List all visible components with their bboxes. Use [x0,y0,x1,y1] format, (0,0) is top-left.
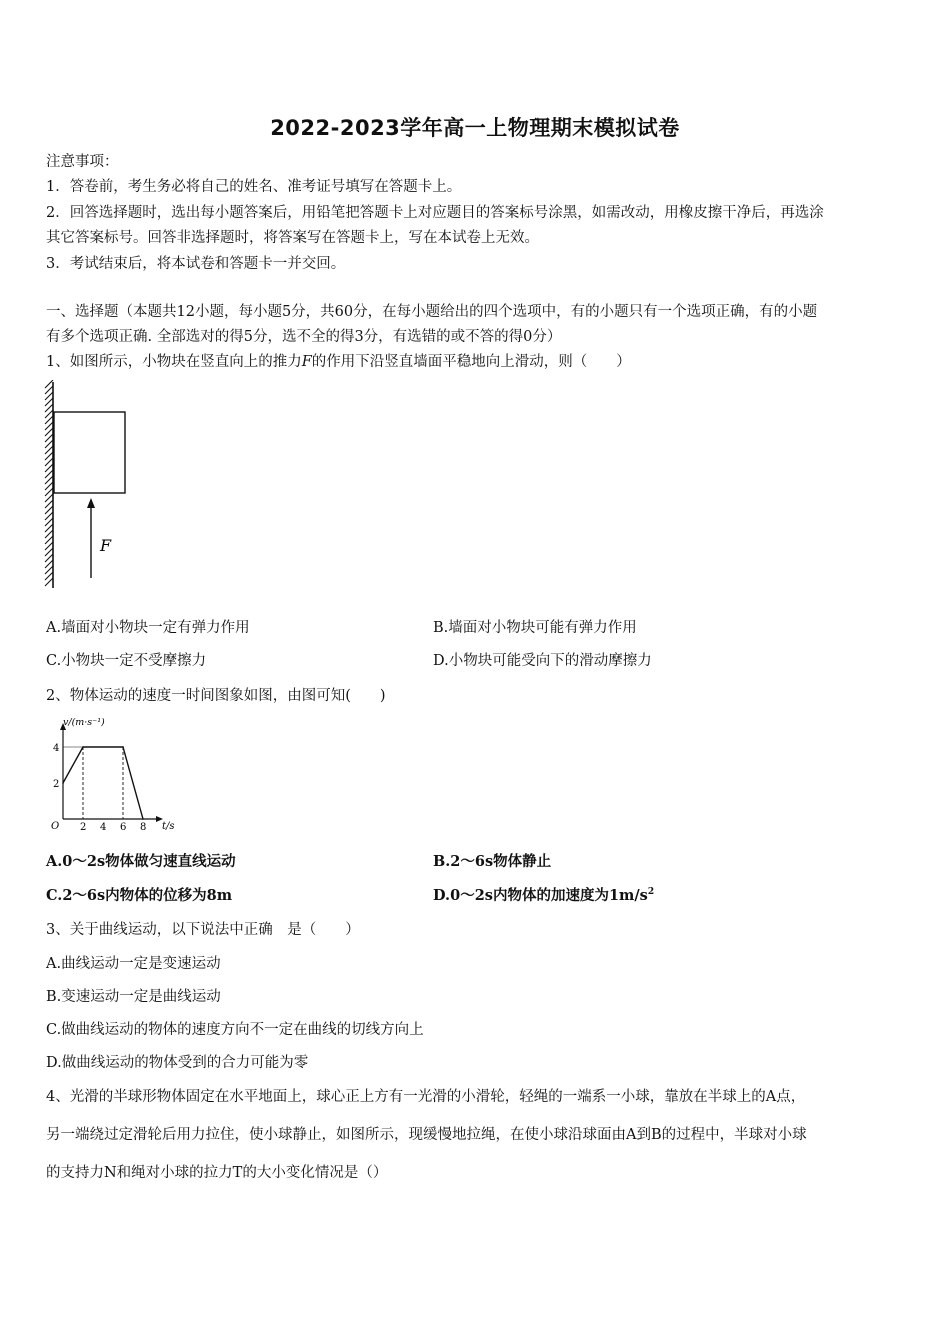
wall-block-figure [40,380,140,592]
question-4-stem: 另一端绕过定滑轮后用力拉住，使小球静止，如图所示，现缓慢地拉绳，在使小球沿球面由A到B的过程中，半球对小球 [46,1127,807,1143]
question-4-stem: 的支持力N和绳对小球的拉力T的大小变化情况是（） [46,1165,388,1181]
velocity-line [63,747,143,819]
page-title: 2022-2023学年高一上物理期末模拟试卷 [270,116,680,140]
x-tick-label: 8 [140,822,147,833]
option-3d[interactable]: D.做曲线运动的物体受到的合力可能为零 [46,1055,309,1071]
option-2d-text: D.0～2s内物体的加速度为1m/s [433,887,648,904]
block [54,412,125,493]
option-1c[interactable]: C.小物块一定不受摩擦力 [46,653,207,669]
x-tick-label: 2 [80,822,87,833]
y-tick-label: 2 [53,779,60,790]
superscript: 2 [647,887,655,898]
notice-item: 1．答卷前，考生务必将自己的姓名、准考证号填写在答题卡上。 [46,179,462,195]
data-point [82,746,84,748]
origin-label: O [51,821,60,832]
y-axis-label: v/(m·s⁻¹) [63,717,105,728]
notice-item: 其它答案标号。回答非选择题时，将答案写在答题卡上，写在本试卷上无效。 [46,230,539,246]
section-intro: 有多个选项正确. 全部选对的得5分，选不全的得3分，有选错的或不答的得0分） [46,329,562,345]
option-1a[interactable]: A.墙面对小物块一定有弹力作用 [46,620,250,636]
option-3a[interactable]: A.曲线运动一定是变速运动 [46,956,221,972]
question-3-stem: 3、关于曲线运动，以下说法中正确 是（ ） [46,922,360,938]
x-axis-label: t/s [162,821,175,832]
notice-heading: 注意事项： [46,154,119,170]
option-3b[interactable]: B.变速运动一定是曲线运动 [46,989,221,1005]
option-2c[interactable]: C.2～6s内物体的位移为8m [46,887,233,904]
wall-hatching [45,380,53,586]
stem-text: 1、如图所示，小物块在竖直向上的推力 [46,354,302,370]
data-point [62,782,64,784]
x-tick-label: 4 [100,822,107,833]
x-tick-label: 6 [120,822,127,833]
question-2-stem: 2、物体运动的速度一时间图象如图，由图可知( ) [46,688,386,704]
option-1b[interactable]: B.墙面对小物块可能有弹力作用 [433,620,637,636]
force-arrow-head [87,498,95,508]
option-3c[interactable]: C.做曲线运动的物体的速度方向不一定在曲线的切线方向上 [46,1022,424,1038]
data-point [142,818,144,820]
force-label: F [100,536,112,555]
velocity-time-chart [46,712,186,840]
notice-item: 2．回答选择题时，选出每小题答案后，用铅笔把答题卡上对应题目的答案标号涂黑，如需改动，用橡皮擦干净后，再选涂 [46,205,824,221]
section-intro: 一、选择题（本题共12小题，每小题5分，共60分，在每小题给出的四个选项中，有的小题只有一个选项正确，有的小题 [46,304,818,320]
notice-item: 3．考试结束后，将本试卷和答题卡一并交回。 [46,256,346,272]
option-2d[interactable] [433,886,654,906]
force-variable: F [301,354,312,370]
option-2b[interactable]: B.2～6s物体静止 [433,853,552,870]
question-1-stem [46,352,631,372]
data-point [122,746,124,748]
y-tick-label: 4 [53,743,60,754]
option-1d[interactable]: D.小物块可能受向下的滑动摩擦力 [433,653,652,669]
question-4-stem: 4、光滑的半球形物体固定在水平地面上，球心正上方有一光滑的小滑轮，轻绳的一端系一小球，靠放在半球上的A点， [46,1089,806,1105]
option-2a[interactable]: A.0～2s物体做匀速直线运动 [46,853,236,870]
stem-text: 的作用下沿竖直墙面平稳地向上滑动，则（ ） [311,354,631,370]
